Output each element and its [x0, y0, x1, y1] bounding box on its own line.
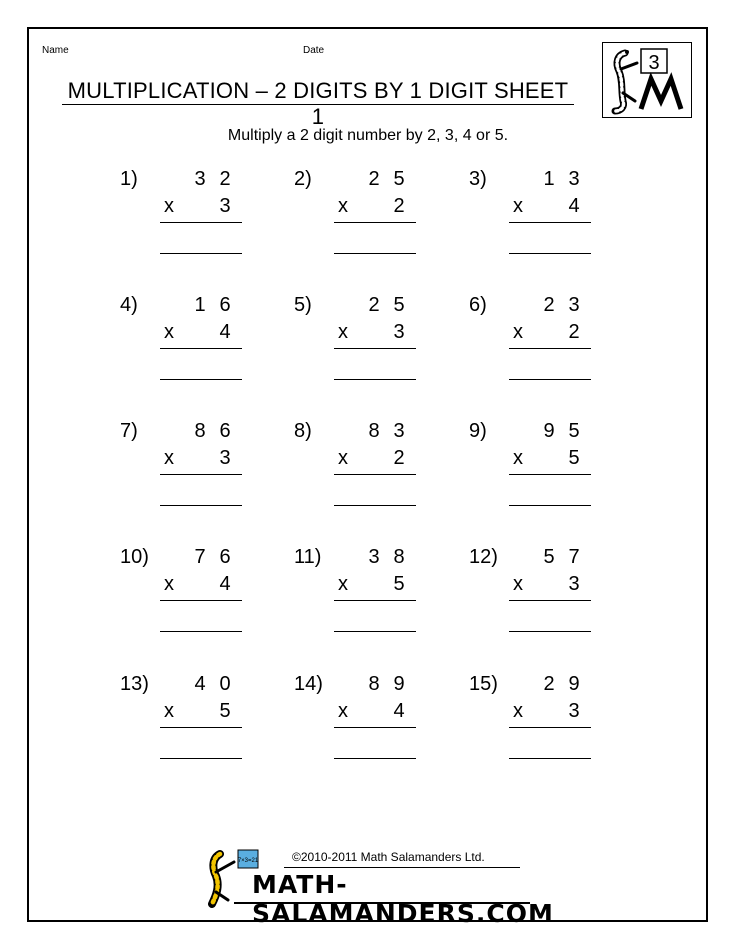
problem-11	[294, 546, 464, 656]
problem-tens-digit: 5	[543, 546, 555, 568]
problem-operator: x	[513, 195, 523, 217]
logo-grade-number: 3	[648, 52, 660, 74]
answer-line[interactable]	[334, 758, 416, 759]
problem-rule	[160, 474, 242, 475]
problem-number: 15)	[469, 673, 498, 695]
problem-rule	[334, 727, 416, 728]
answer-line[interactable]	[160, 758, 242, 759]
problem-multiplier: 2	[393, 195, 405, 217]
problem-rule	[334, 474, 416, 475]
problem-multiplier: 4	[568, 195, 580, 217]
problem-operator: x	[338, 321, 348, 343]
problem-number: 12)	[469, 546, 498, 568]
problem-multiplier: 3	[219, 195, 231, 217]
problem-rule	[509, 474, 591, 475]
problem-tens-digit: 8	[194, 420, 206, 442]
problem-multiplier: 3	[393, 321, 405, 343]
problem-number: 6)	[469, 294, 487, 316]
problem-tens-digit: 2	[543, 294, 555, 316]
problem-operator: x	[513, 700, 523, 722]
problem-number: 2)	[294, 168, 312, 190]
problem-ones-digit: 5	[393, 294, 405, 316]
problem-tens-digit: 4	[194, 673, 206, 695]
answer-line[interactable]	[334, 631, 416, 632]
problem-number: 4)	[120, 294, 138, 316]
answer-line[interactable]	[509, 631, 591, 632]
date-label: Date	[303, 45, 325, 56]
problem-8	[294, 420, 464, 530]
problem-ones-digit: 0	[219, 673, 231, 695]
problem-4	[120, 294, 290, 404]
problem-tens-digit: 8	[368, 420, 380, 442]
problem-operator: x	[338, 573, 348, 595]
problem-rule	[334, 600, 416, 601]
problem-rule	[509, 222, 591, 223]
problem-multiplier: 5	[568, 447, 580, 469]
problem-5	[294, 294, 464, 404]
problem-rule	[160, 348, 242, 349]
problem-rule	[160, 727, 242, 728]
problem-ones-digit: 3	[393, 420, 405, 442]
answer-line[interactable]	[334, 505, 416, 506]
problem-tens-digit: 9	[543, 420, 555, 442]
problem-multiplier: 3	[568, 700, 580, 722]
problem-tens-digit: 1	[194, 294, 206, 316]
problem-14	[294, 673, 464, 783]
problem-ones-digit: 8	[393, 546, 405, 568]
answer-line[interactable]	[160, 505, 242, 506]
problem-multiplier: 4	[219, 321, 231, 343]
problem-12	[469, 546, 639, 656]
copyright-text: ©2010-2011 Math Salamanders Ltd.	[292, 850, 485, 864]
problem-tens-digit: 2	[368, 168, 380, 190]
problem-ones-digit: 3	[568, 294, 580, 316]
problem-number: 10)	[120, 546, 149, 568]
problem-tens-digit: 1	[543, 168, 555, 190]
problem-ones-digit: 6	[219, 294, 231, 316]
website-underline	[234, 902, 530, 904]
problem-rule	[509, 727, 591, 728]
problem-rule	[509, 348, 591, 349]
problem-multiplier: 5	[219, 700, 231, 722]
problem-ones-digit: 9	[568, 673, 580, 695]
problem-operator: x	[338, 447, 348, 469]
problem-number: 3)	[469, 168, 487, 190]
problem-tens-digit: 2	[368, 294, 380, 316]
problem-tens-digit: 7	[194, 546, 206, 568]
problem-tens-digit: 3	[194, 168, 206, 190]
problem-2	[294, 168, 464, 278]
problem-operator: x	[513, 573, 523, 595]
problem-multiplier: 2	[393, 447, 405, 469]
problem-tens-digit: 3	[368, 546, 380, 568]
problem-rule	[334, 222, 416, 223]
problem-7	[120, 420, 290, 530]
problem-number: 1)	[120, 168, 138, 190]
name-label: Name	[42, 45, 69, 56]
problem-ones-digit: 6	[219, 420, 231, 442]
instruction-text: Multiply a 2 digit number by 2, 3, 4 or 5.	[227, 127, 509, 144]
problem-number: 8)	[294, 420, 312, 442]
problem-9	[469, 420, 639, 530]
problem-operator: x	[164, 573, 174, 595]
problem-number: 9)	[469, 420, 487, 442]
problem-ones-digit: 9	[393, 673, 405, 695]
problem-1	[120, 168, 290, 278]
problem-number: 7)	[120, 420, 138, 442]
problem-operator: x	[164, 321, 174, 343]
problem-3	[469, 168, 639, 278]
problem-tens-digit: 2	[543, 673, 555, 695]
copyright-underline	[284, 867, 520, 868]
page-title: MULTIPLICATION – 2 DIGITS BY 1 DIGIT SHEET 1	[67, 78, 569, 129]
problem-13	[120, 673, 290, 783]
answer-line[interactable]	[334, 379, 416, 380]
problem-ones-digit: 5	[568, 420, 580, 442]
problem-operator: x	[164, 447, 174, 469]
problem-operator: x	[513, 321, 523, 343]
answer-line[interactable]	[509, 505, 591, 506]
problem-6	[469, 294, 639, 404]
problem-multiplier: 3	[568, 573, 580, 595]
answer-line[interactable]	[334, 253, 416, 254]
problem-ones-digit: 3	[568, 168, 580, 190]
problem-number: 5)	[294, 294, 312, 316]
problem-multiplier: 3	[219, 447, 231, 469]
answer-line[interactable]	[160, 379, 242, 380]
problem-number: 11)	[294, 546, 322, 568]
footer	[200, 848, 554, 928]
answer-line[interactable]	[509, 379, 591, 380]
problem-operator: x	[338, 195, 348, 217]
problem-multiplier: 2	[568, 321, 580, 343]
problem-ones-digit: 2	[219, 168, 231, 190]
problem-multiplier: 5	[393, 573, 405, 595]
problem-tens-digit: 8	[368, 673, 380, 695]
problem-ones-digit: 5	[393, 168, 405, 190]
problem-multiplier: 4	[393, 700, 405, 722]
problem-operator: x	[164, 195, 174, 217]
problem-operator: x	[513, 447, 523, 469]
problem-operator: x	[338, 700, 348, 722]
problem-rule	[160, 600, 242, 601]
problem-10	[120, 546, 290, 656]
problem-15	[469, 673, 639, 783]
problem-operator: x	[164, 700, 174, 722]
problem-number: 13)	[120, 673, 149, 695]
problem-ones-digit: 6	[219, 546, 231, 568]
problem-multiplier: 4	[219, 573, 231, 595]
problem-number: 14)	[294, 673, 323, 695]
answer-line[interactable]	[509, 758, 591, 759]
answer-line[interactable]	[160, 631, 242, 632]
problem-rule	[334, 348, 416, 349]
website-text: MATH-SALAMANDERS.COM	[252, 870, 554, 928]
problem-rule	[509, 600, 591, 601]
problem-ones-digit: 7	[568, 546, 580, 568]
answer-line[interactable]	[160, 253, 242, 254]
footer-logo-math: 7×3=21	[237, 858, 259, 864]
problem-rule	[160, 222, 242, 223]
answer-line[interactable]	[509, 253, 591, 254]
